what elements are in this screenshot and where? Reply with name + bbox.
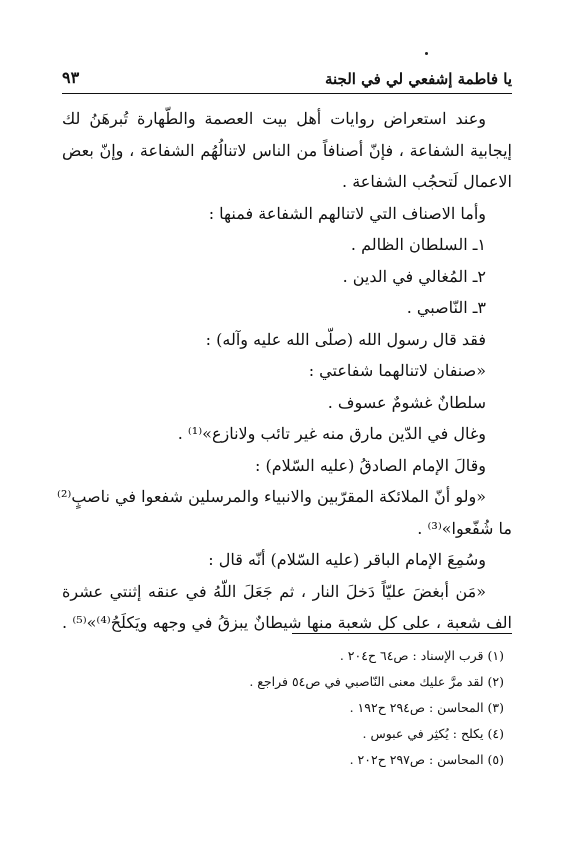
text-line: ما شُفّعوا»⁽³⁾ .	[417, 518, 512, 538]
footnote: (١) قرب الإسناد : ص٦٤ ح٢٠٤ .	[339, 648, 504, 663]
footnote-rule	[292, 633, 512, 634]
footnote: (٣) المحاسن : ص٢٩٤ ح١٩٢ .	[349, 700, 504, 715]
footnote: (٥) المحاسن : ص٢٩٧ ح٢٠٢ .	[349, 752, 504, 767]
text-line: وسُمِعَ الإمام الباقر (عليه السّلام) أنّه قال :	[208, 550, 486, 569]
running-header	[62, 66, 512, 94]
text-line: الف شعبة ، على كل شعبة منها شيطانٌ يبزقُ في وجهه ويَكلَحُ⁽⁴⁾»⁽⁵⁾ .	[62, 613, 512, 632]
page-dot	[425, 52, 428, 55]
text-line: ٣ـ النّاصبي .	[406, 298, 486, 317]
footnote: (٢) لقد مرَّ عليك معنى النّاصبي في ص٥٤ فراجع .	[249, 674, 504, 689]
text-line: «صنفان لاتنالهما شفاعتي :	[308, 361, 486, 380]
footnotes	[62, 643, 512, 773]
footnote: (٤) يكلح : يُكثِر في عبوس .	[362, 726, 504, 741]
header-title: يا فاطمة إشفعي لي في الجنة	[324, 70, 512, 88]
text-line: إيجابية الشفاعة ، فإنّ أصنافاً من الناس لاتنالُهُم الشفاعة ، وإنّ بعض	[62, 140, 512, 160]
page-number: ٩٣	[62, 68, 80, 87]
text-line: وعند استعراض روايات أهل بيت العصمة والطّهارة تُبرهَنُ لك	[62, 109, 486, 128]
text-line: الاعمال لَتحجُب الشفاعة .	[342, 172, 512, 191]
main-text	[57, 103, 512, 639]
text-line: وأما الاصناف التي لاتنالهم الشفاعة فمنها :	[208, 203, 486, 223]
text-line: وقالَ الإمام الصادقُ (عليه السّلام) :	[254, 455, 486, 475]
text-line: «مَن أبغضَ عليّاً دَخلَ النار ، ثم جَعَلَ اللّهُ في عنقه إثنتي عشرة	[62, 581, 486, 601]
text-line: «ولو أنّ الملائكة المقرّبين والانبياء والمرسلين شفعوا في ناصبٍ⁽²⁾	[57, 487, 486, 506]
text-line: ٢ـ المُغالي في الدين .	[342, 266, 486, 286]
text-line: سلطانٌ غشومٌ عسوف .	[327, 392, 486, 412]
header-rule	[62, 93, 512, 94]
text-line: وغال في الدّين مارق منه غير تائب ولانازع»⁽¹⁾ .	[177, 424, 486, 443]
text-line: فقد قال رسول الله (صلّى الله عليه وآله) :	[205, 329, 486, 349]
text-line: ١ـ السلطان الظالم .	[350, 235, 486, 254]
